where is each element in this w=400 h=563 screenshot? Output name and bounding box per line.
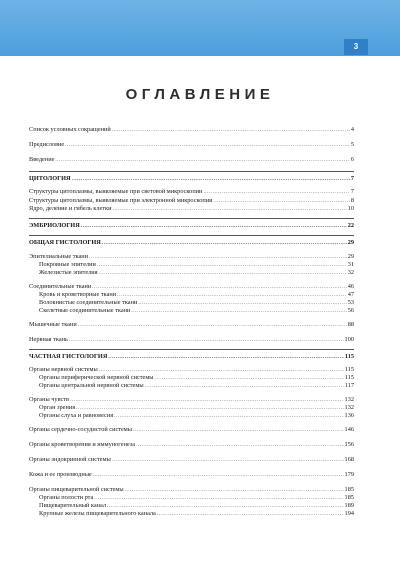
toc-entry[interactable]: Органы периферической нервной системы ..... 115 — [29, 374, 354, 382]
toc-entry[interactable]: Эпителиальные ткани ..... 29 — [29, 253, 354, 261]
toc-entry[interactable]: Органы центральной нервной системы ..... 117 — [29, 382, 354, 390]
toc-entry[interactable]: Органы нервной системы ..... 115 — [29, 366, 354, 374]
section-divider — [29, 218, 354, 219]
toc-entry[interactable]: Органы пищеварительной системы ..... 185 — [29, 486, 354, 494]
toc-entry[interactable]: Органы кроветворения и иммуногенеза ..... 156 — [29, 441, 354, 449]
toc-entry[interactable]: Органы чувств ..... 132 — [29, 396, 354, 404]
section-divider — [29, 171, 354, 172]
toc-entry[interactable]: Пищеварительный канал ..... 189 — [29, 502, 354, 510]
section-divider — [29, 349, 354, 350]
toc-entry[interactable]: Нервная ткань ..... 100 — [29, 336, 354, 344]
toc-section-special-histology[interactable]: ЧАСТНАЯ ГИСТОЛОГИЯ ..... 115 — [29, 353, 354, 361]
top-header-band — [0, 0, 400, 56]
toc-entry[interactable]: Список условных сокращений ..... 4 — [29, 126, 354, 134]
toc-entry[interactable]: Покровные эпителии ..... 31 — [29, 261, 354, 269]
toc-section-cytology[interactable]: ЦИТОЛОГИЯ ..... 7 — [29, 175, 354, 183]
toc-entry[interactable]: Орган зрения ..... 132 — [29, 404, 354, 412]
toc-entry[interactable]: Органы слуха и равновесия ..... 136 — [29, 412, 354, 420]
toc-section-general-histology[interactable]: ОБЩАЯ ГИСТОЛОГИЯ ..... 29 — [29, 239, 354, 247]
toc-entry[interactable]: Ядро, деление и гибель клетки ..... 10 — [29, 205, 354, 213]
toc-entry[interactable]: Железистые эпителия ..... 32 — [29, 269, 354, 277]
page-number-badge: 3 — [344, 39, 368, 55]
toc-section-embryology[interactable]: ЭМБРИОЛОГИЯ ..... 22 — [29, 222, 354, 230]
toc-entry[interactable]: Кровь и кроветворные ткани ..... 47 — [29, 291, 354, 299]
toc-entry[interactable]: Кожа и ее производные ..... 179 — [29, 471, 354, 479]
toc-entry[interactable]: Мышечные ткани ..... 88 — [29, 321, 354, 329]
toc-entry[interactable]: Крупные железы пищеварительного канала ..... 194 — [29, 510, 354, 518]
toc-entry[interactable]: Соединительные ткани ..... 46 — [29, 283, 354, 291]
toc-entry[interactable]: Скелетные соединительные ткани ..... 56 — [29, 307, 354, 315]
toc-entry[interactable]: Волокнистые соединительные ткани ..... 53 — [29, 299, 354, 307]
toc-entry[interactable]: Органы сердечно-сосудистой системы ..... 146 — [29, 426, 354, 434]
toc-entry[interactable]: Структуры цитоплазмы, выявляемые при электронной микроскопии ..... 8 — [29, 197, 354, 205]
toc-entry[interactable]: Структуры цитоплазмы, выявляемые при световой микроскопии ..... 7 — [29, 188, 354, 196]
toc-entry[interactable]: Органы эндокринной системы ..... 168 — [29, 456, 354, 464]
page-title: ОГЛАВЛЕНИЕ — [125, 86, 275, 103]
section-divider — [29, 235, 354, 236]
toc-entry[interactable]: Органы полости рта ..... 185 — [29, 494, 354, 502]
toc-entry[interactable]: Предисловие ..... 5 — [29, 141, 354, 149]
toc-entry[interactable]: Введение ..... 6 — [29, 156, 354, 164]
